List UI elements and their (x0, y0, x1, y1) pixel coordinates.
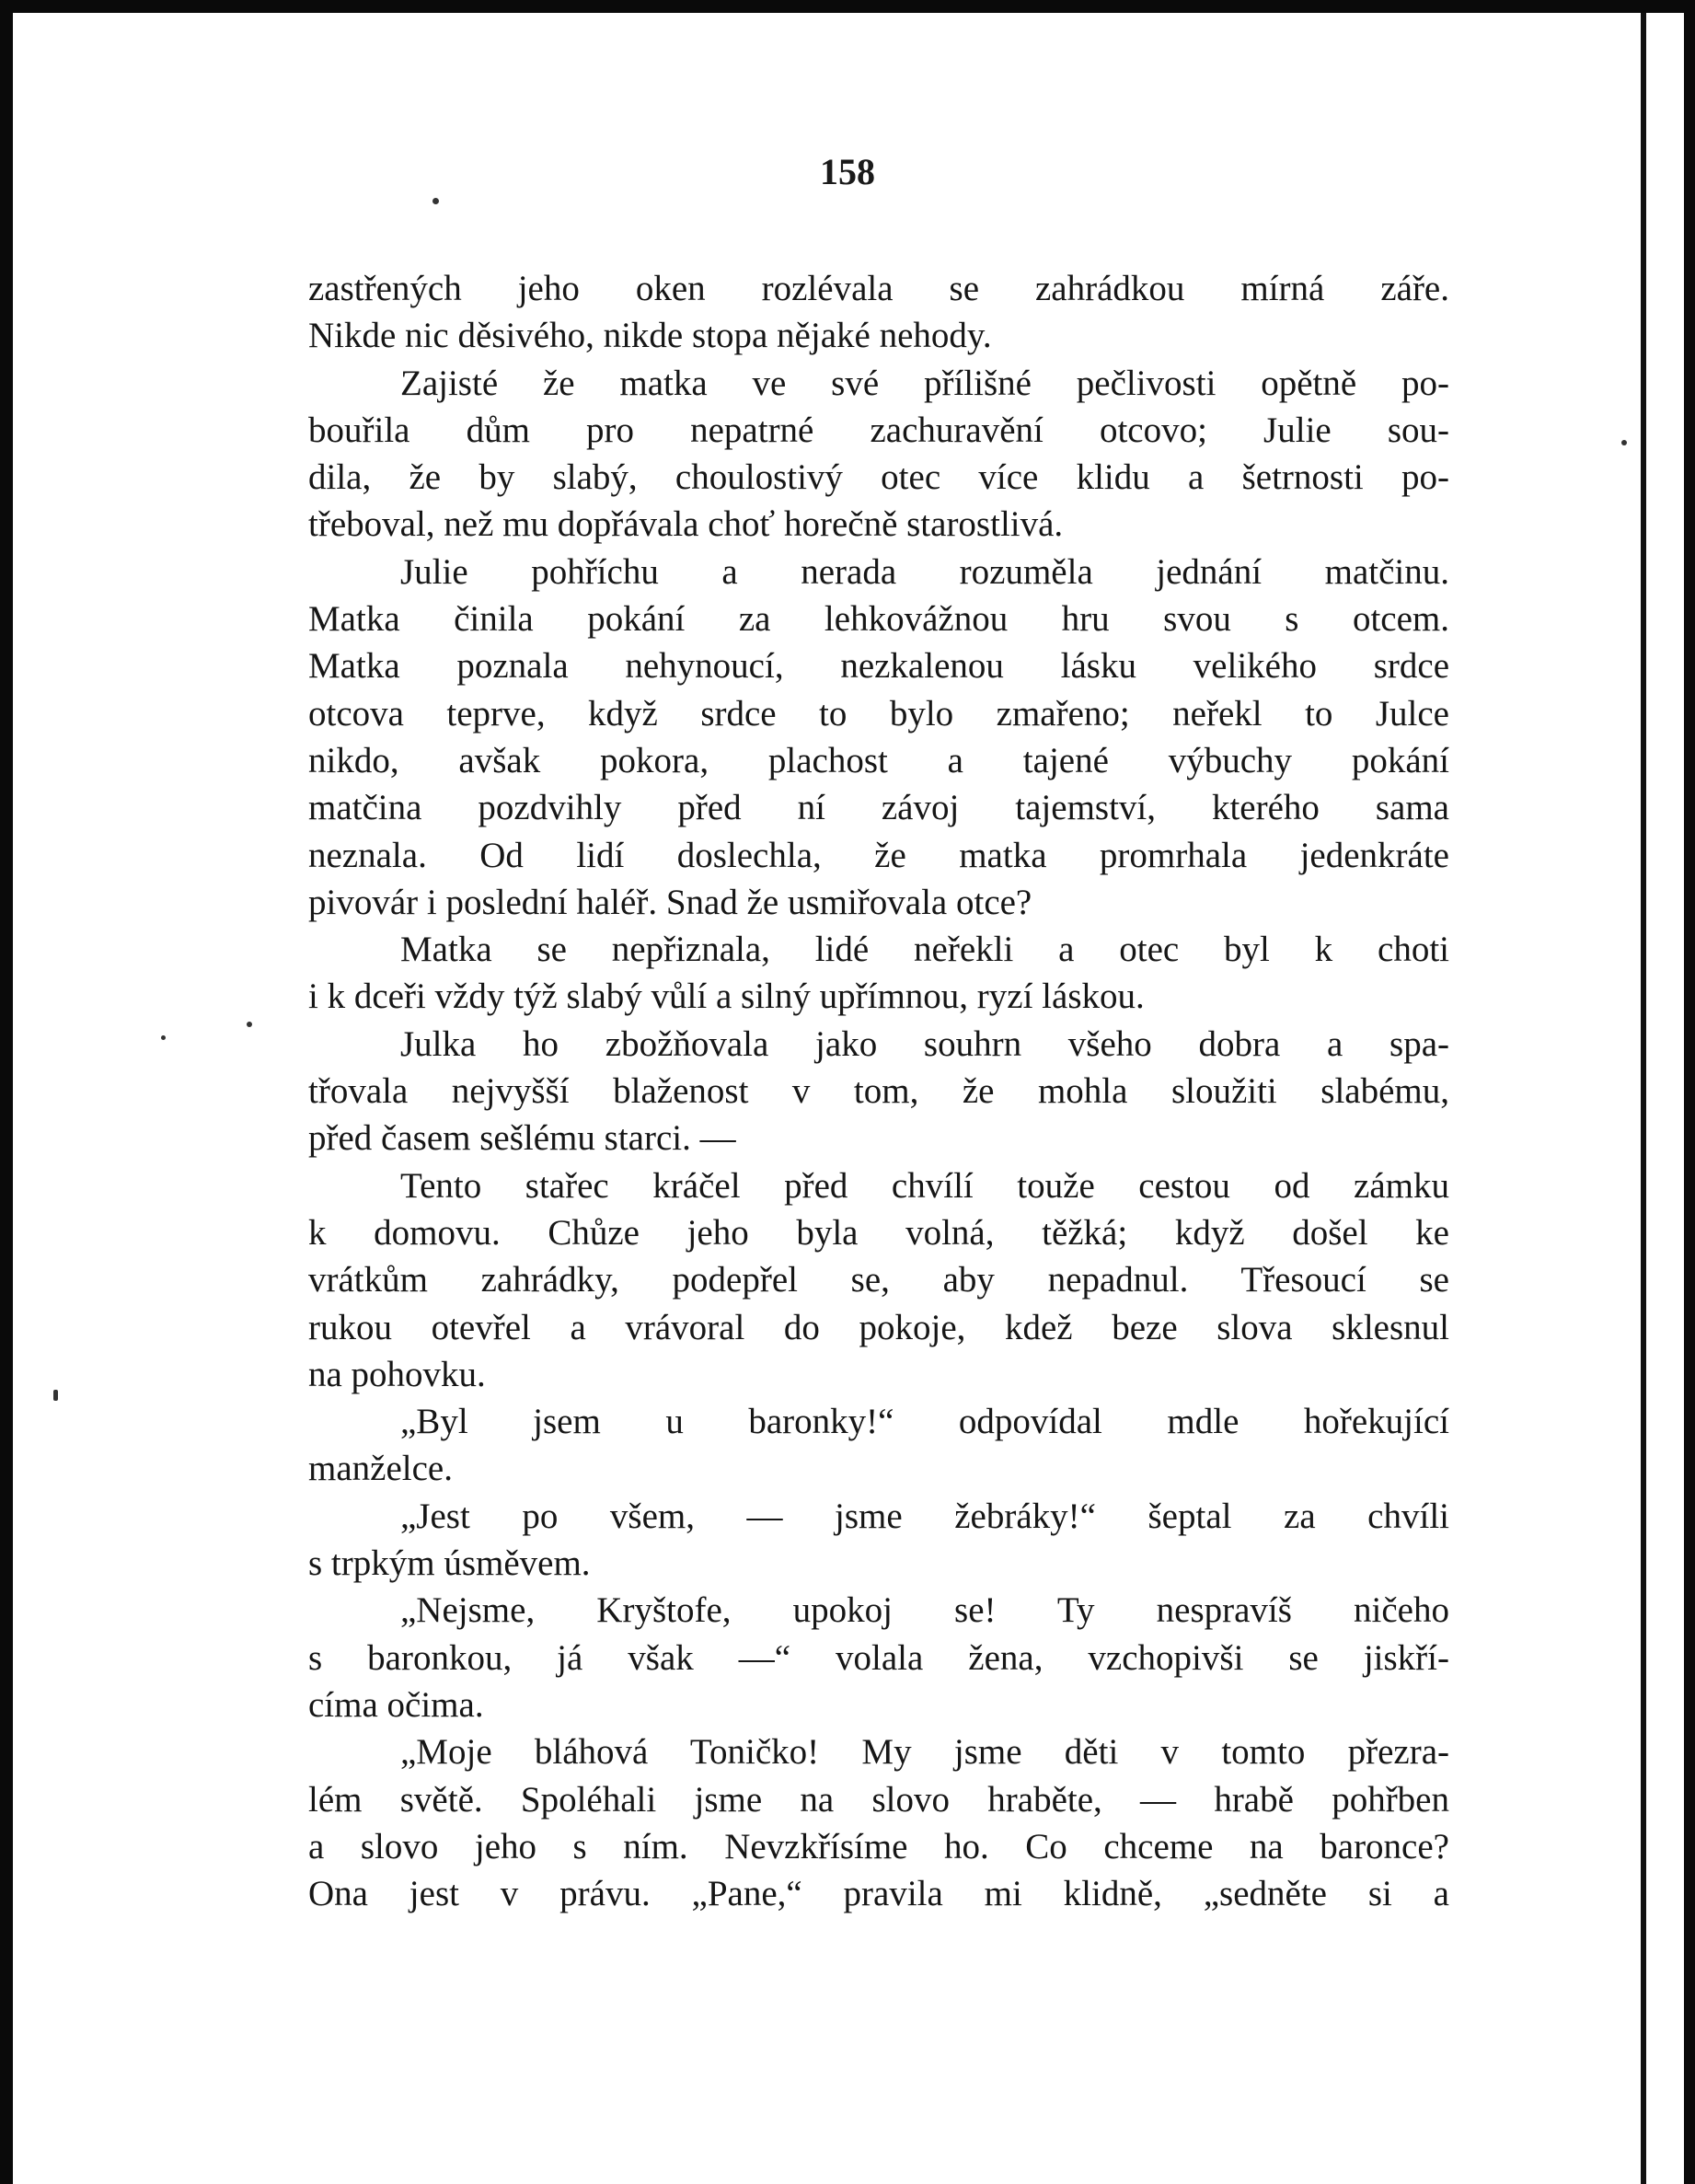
text-line: Tento stařec kráčel před chvílí touže cestou od zámku (400, 1165, 1449, 1206)
text-line: nikdo, avšak pokora, plachost a tajené výbuchy pokání (308, 740, 1449, 780)
text-line: i k dceři vždy týž slabý vůlí a silný upřímnou, ryzí láskou. (308, 976, 1145, 1017)
text-line: s trpkým úsměvem. (308, 1543, 591, 1584)
text-line: Ona jest v právu. „Pane,“ pravila mi klidně, „sedněte si a (308, 1874, 1449, 1914)
text-line: Nikde nic děsivého, nikde stopa nějaké nehody. (308, 316, 992, 356)
text-line: matčina pozdvihly před ní závoj tajemství, kterého sama (308, 788, 1449, 828)
text-line: neznala. Od lidí doslechla, že matka promrhala jedenkráte (308, 835, 1449, 875)
text-line: pivovár i poslední haléř. Snad že usmiřovala otce? (308, 882, 1032, 922)
text-line: lém světě. Spoléhali jsme na slovo hraběte, — hrabě pohřben (308, 1779, 1449, 1820)
text-line: „Jest po všem, — jsme žebráky!“ šeptal za chvíli (400, 1496, 1449, 1536)
dust-speck (53, 1390, 58, 1401)
text-line: Matka se nepřiznala, lidé neřekli a otec byl k choti (400, 930, 1449, 970)
dust-speck (161, 1035, 166, 1040)
text-line: Julie pohříchu a nerada rozuměla jednání matčinu. (400, 551, 1449, 592)
text-line: Matka poznala nehynoucí, nezkalenou lásku velikého srdce (308, 646, 1449, 687)
text-line: a slovo jeho s ním. Nevzkřísíme ho. Co chceme na baronce? (308, 1826, 1449, 1866)
text-line: třeboval, než mu dopřávala choť horečně starostlivá. (308, 504, 1064, 545)
text-line: k domovu. Chůze jeho byla volná, těžká; když došel ke (308, 1212, 1449, 1253)
text-line: na pohovku. (308, 1354, 486, 1394)
text-line: vrátkům zahrádky, podepřel se, aby nepadnul. Třesoucí se (308, 1260, 1449, 1300)
text-line: dila, že by slabý, choulostivý otec více klidu a šetrnosti po- (308, 457, 1449, 498)
text-line: zastřených jeho oken rozlévala se zahrádkou mírná záře. (308, 269, 1449, 308)
text-line: bouřila dům pro nepatrné zachuravění otcovo; Julie sou- (308, 410, 1449, 450)
dust-speck (247, 1022, 252, 1027)
dust-speck (1621, 440, 1627, 445)
text-line: Julka ho zbožňovala jako souhrn všeho dobra a spa- (400, 1023, 1449, 1064)
text-line: manželce. (308, 1449, 453, 1489)
text-line: Zajisté že matka ve své přílišné pečlivosti opětně po- (400, 363, 1449, 403)
body-text (308, 265, 1449, 1917)
text-line: Matka činila pokání za lehkovážnou hru svou s otcem. (308, 599, 1449, 640)
text-line: otcova teprve, když srdce to bylo zmařeno; neřekl to Julce (308, 693, 1449, 734)
text-line: „Nejsme, Kryštofe, upokoj se! Ty nespravíš ničeho (400, 1590, 1449, 1631)
text-line: s baronkou, já však —“ volala žena, vzchopivši se jiskří- (308, 1637, 1449, 1678)
text-line: před časem sešlému starci. — (308, 1118, 736, 1159)
page-number: 158 (820, 151, 875, 192)
text-line: címa očima. (308, 1684, 484, 1725)
text-line: rukou otevřel a vrávoral do pokoje, kdež beze slova sklesnul (308, 1307, 1449, 1347)
text-line: „Byl jsem u baronky!“ odpovídal mdle hořekující (400, 1402, 1449, 1442)
spine-shadow (1641, 13, 1646, 2184)
text-line: „Moje bláhová Toničko! My jsme děti v tomto přezra- (400, 1732, 1449, 1773)
dust-speck (432, 198, 439, 204)
text-line: třovala nejvyšší blaženost v tom, že mohla sloužiti slabému, (308, 1071, 1449, 1112)
